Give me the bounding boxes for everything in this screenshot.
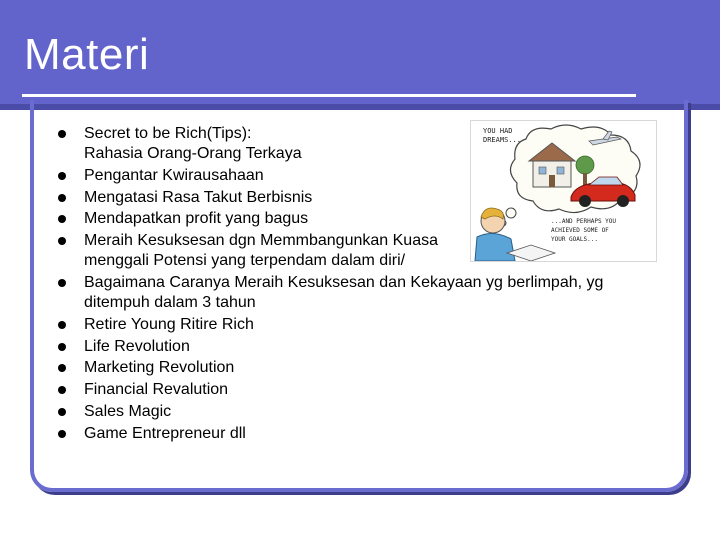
cartoon-caption-top: DREAMS... (483, 136, 521, 144)
list-item (58, 315, 678, 335)
list-item (58, 380, 678, 400)
list-item-text: Financial Revalution (84, 381, 229, 399)
cartoon-caption-bottom: YOUR GOALS... (551, 236, 598, 243)
daydream-cartoon-image (470, 120, 657, 262)
list-item-continuation: menggali Potensi yang terpendam dalam diri/ (84, 252, 406, 270)
list-item (58, 273, 678, 313)
list-item-text: Mendapatkan profit yang bagus (84, 210, 309, 228)
list-item-text: Marketing Revolution (84, 359, 235, 377)
list-item-text: Retire Young Ritire Rich (84, 315, 254, 333)
list-item (58, 402, 678, 422)
title-bar (0, 0, 720, 104)
list-item-text: Mengatasi Rasa Takut Berbisnis (84, 188, 313, 206)
list-item-text: Sales Magic (84, 402, 172, 420)
list-item-continuation: ditempuh dalam 3 tahun (84, 293, 256, 311)
cartoon-caption-bottom: ...AND PERHAPS YOU (551, 218, 617, 225)
list-item (58, 424, 678, 444)
list-item-text: Pengantar Kwirausahaan (84, 166, 264, 184)
list-item-continuation: Rahasia Orang-Orang Terkaya (84, 145, 302, 162)
list-item-text: Secret to be Rich(Tips): (84, 125, 252, 142)
list-item-text: Bagaimana Caranya Meraih Kesuksesan dan Kekayaan yg berlimpah, yg (84, 273, 604, 291)
list-item (58, 358, 678, 378)
list-item-text: Game Entrepreneur dll (84, 424, 246, 442)
list-item-text: Life Revolution (84, 337, 190, 355)
slide-title: Materi (24, 30, 150, 79)
list-item-text: Meraih Kesuksesan dgn Memmbangunkan Kuasa (84, 232, 438, 250)
list-item (58, 337, 678, 357)
title-underline (22, 94, 636, 97)
daydream-cartoon-icon (471, 121, 656, 261)
cartoon-caption-bottom: ACHIEVED SOME OF (551, 227, 609, 234)
cartoon-caption-top: YOU HAD (483, 127, 513, 135)
